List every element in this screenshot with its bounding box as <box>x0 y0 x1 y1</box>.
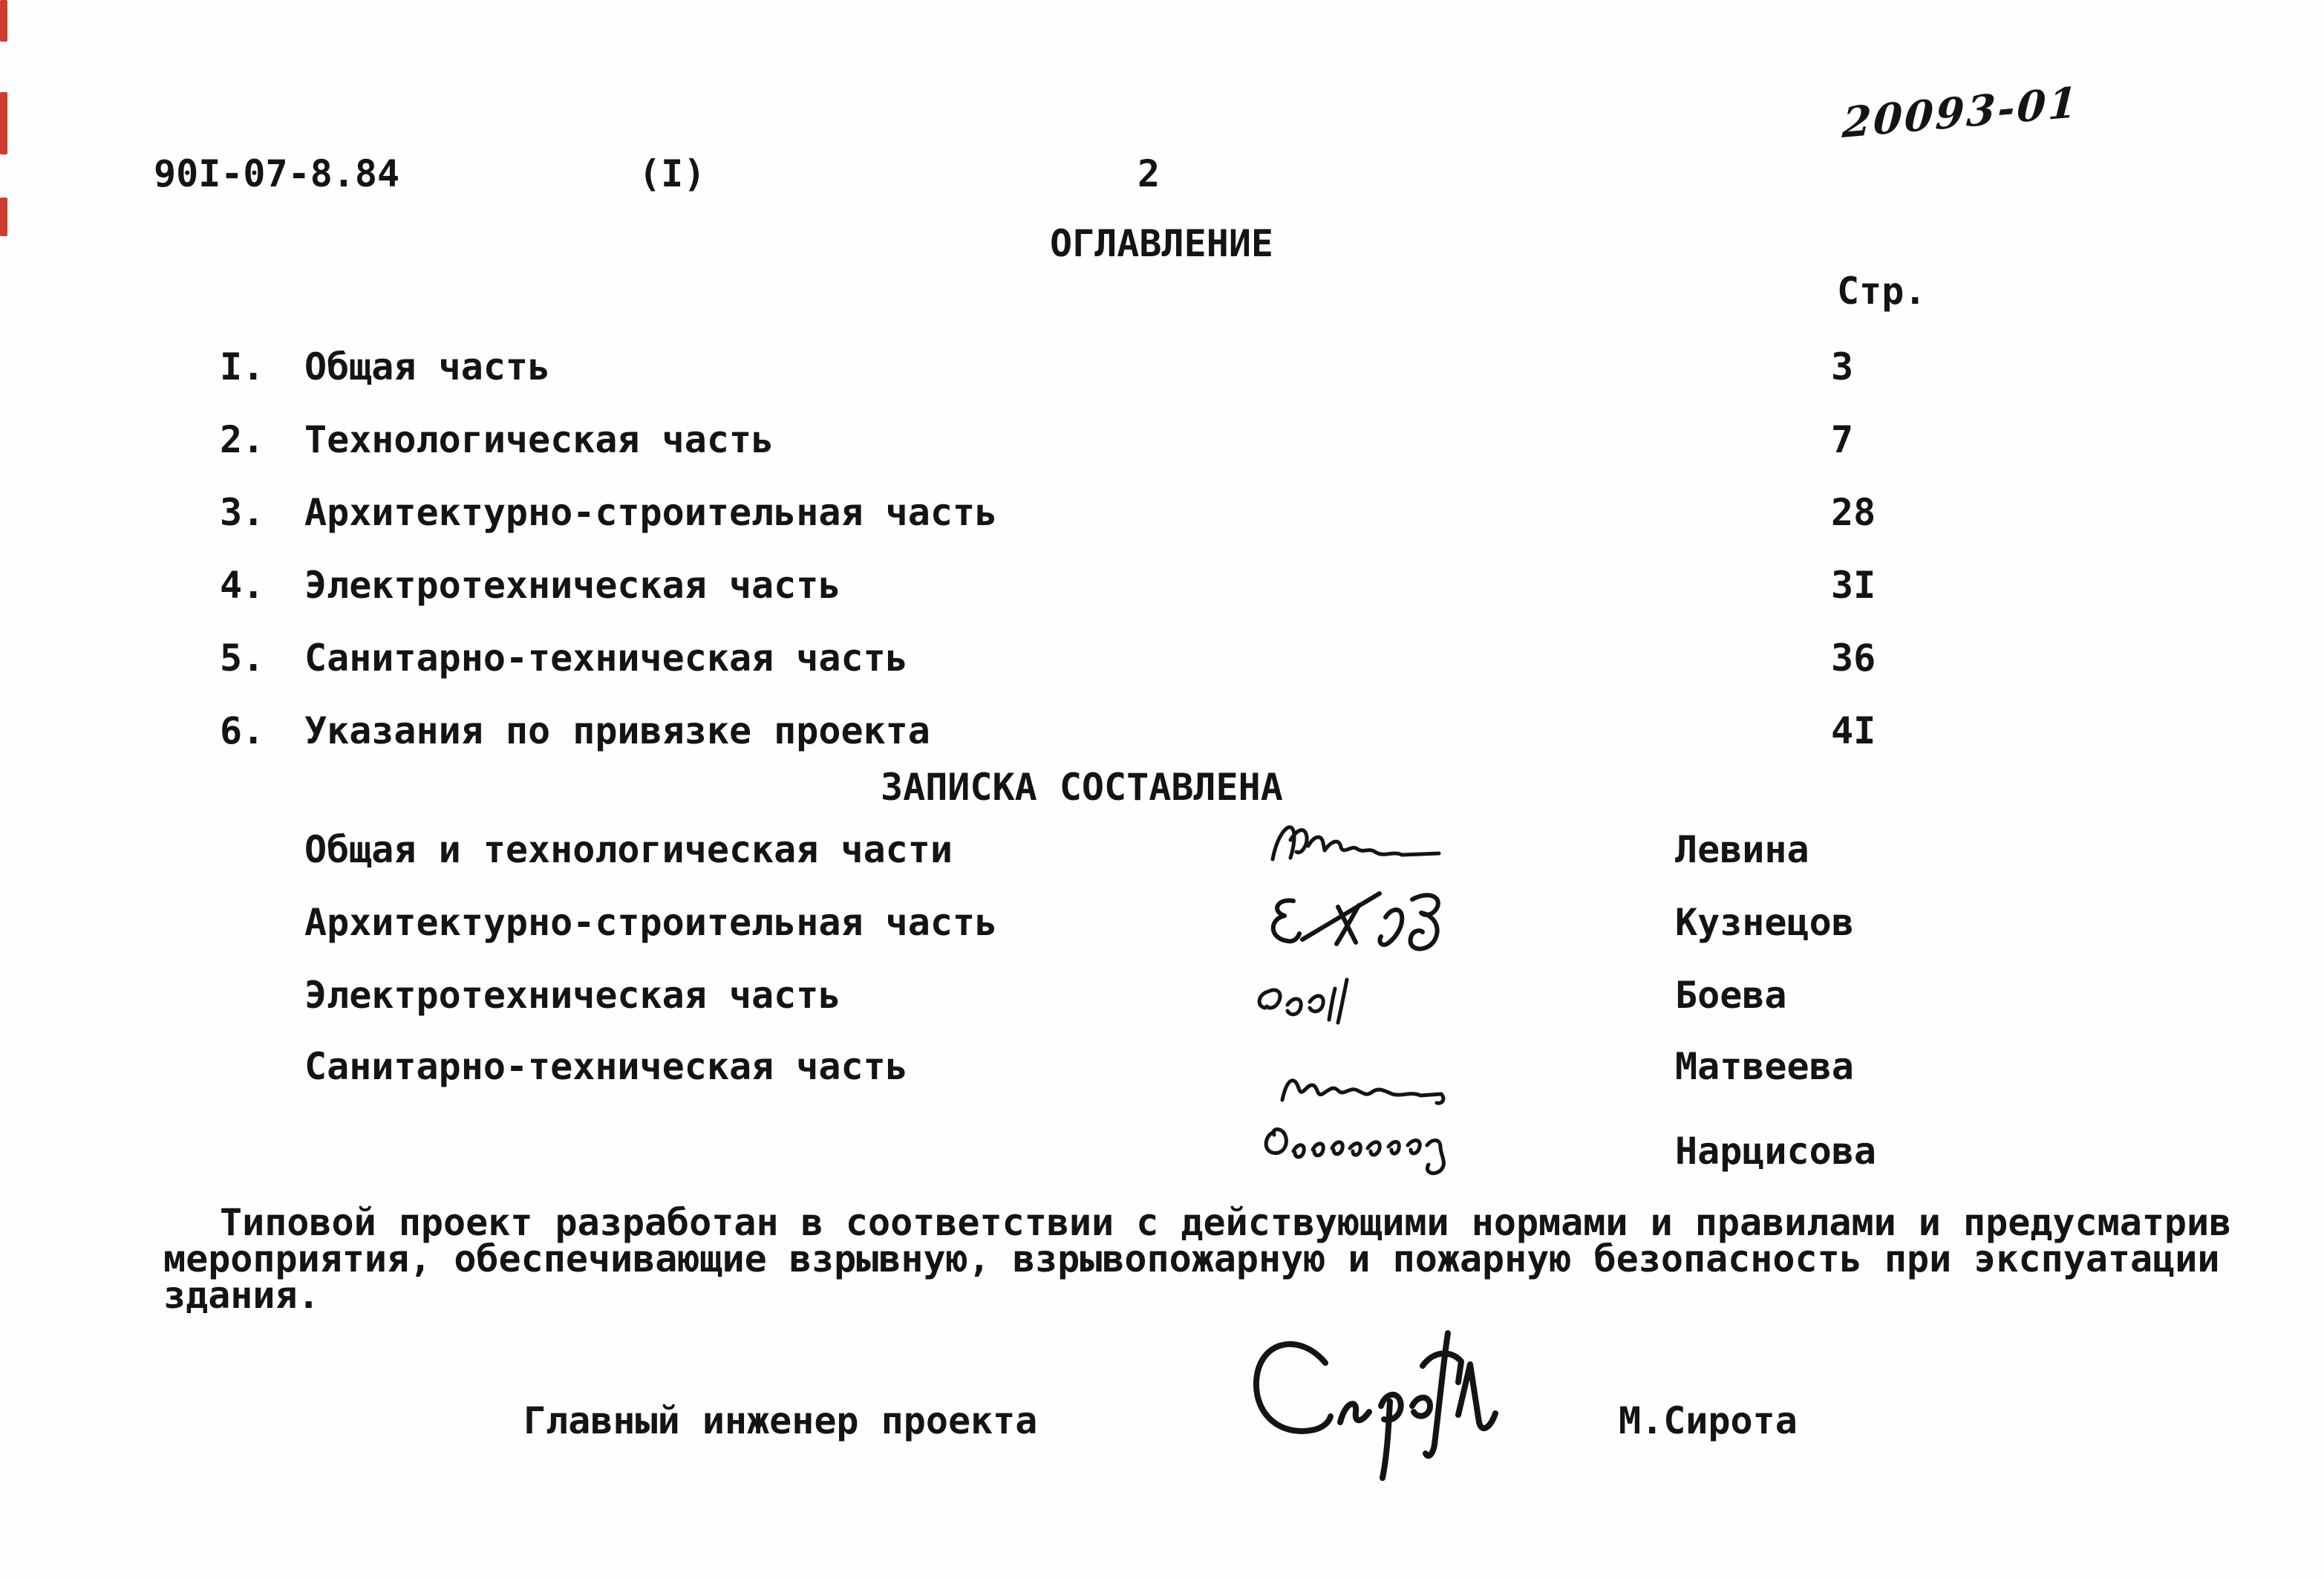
toc-item-num: 3. <box>220 491 265 534</box>
toc-item-label: Указания по привязке проекта <box>304 709 930 752</box>
toc-item-page: 3I <box>1831 564 1876 607</box>
paragraph-line: мероприятия, обеспечивающие взрывную, взрывопожарную и пожарную безопасность при экспуатации <box>163 1237 2220 1280</box>
paragraph-line: Типовой проект разработан в соответствии с действующими нормами и правилами и предусматрив <box>220 1201 2232 1244</box>
red-edge-mark <box>0 92 7 154</box>
toc-item-num: 6. <box>220 709 265 752</box>
toc-item-label: Архитектурно-строительная часть <box>304 491 998 534</box>
toc-item-page: 3 <box>1831 345 1854 388</box>
levina-signature <box>1262 806 1448 873</box>
sirota-signature <box>1203 1318 1522 1500</box>
toc-item-num: 5. <box>220 637 265 680</box>
note-row-name: Левина <box>1675 828 1809 871</box>
note-row-name: Нарцисова <box>1675 1130 1876 1173</box>
page-number: 2 <box>1137 152 1161 195</box>
toc-item-num: 4. <box>220 564 265 607</box>
boeva-signature <box>1247 969 1381 1040</box>
note-title: ЗАПИСКА СОСТАВЛЕНА <box>881 766 1283 809</box>
toc-item-label: Общая часть <box>304 345 551 388</box>
note-row-label: Санитарно-техническая часть <box>304 1045 908 1088</box>
toc-pages-header: Стр. <box>1837 270 1927 313</box>
red-edge-mark <box>0 0 7 42</box>
note-row-label: Электротехническая часть <box>304 974 841 1017</box>
doc-number: 90I-07-8.84 <box>154 152 400 195</box>
toc-item-num: I. <box>220 345 265 388</box>
toc-title: ОГЛАВЛЕНИЕ <box>1050 222 1274 265</box>
note-row-label: Архитектурно-строительная часть <box>304 901 998 944</box>
handwritten-code: 20093-01 <box>1841 77 2080 149</box>
toc-item-num: 2. <box>220 418 265 461</box>
matveeva-signature <box>1273 1051 1459 1114</box>
note-row-name: Кузнецов <box>1675 901 1854 944</box>
toc-item-label: Санитарно-техническая часть <box>304 637 908 680</box>
red-edge-mark <box>0 198 7 236</box>
toc-item-page: 4I <box>1831 709 1876 752</box>
toc-item-label: Электротехническая часть <box>304 564 841 607</box>
paragraph-line: здания. <box>163 1274 320 1317</box>
toc-item-page: 36 <box>1831 637 1876 680</box>
note-row-label: Общая и технологическая части <box>304 828 953 871</box>
chief-engineer-role: Главный инженер проекта <box>523 1399 1038 1442</box>
nartsisova-signature <box>1255 1107 1470 1185</box>
note-row-name: Боева <box>1675 974 1787 1017</box>
toc-item-page: 7 <box>1831 418 1854 461</box>
volume-number: (I) <box>639 152 706 195</box>
note-row-name: Матвеева <box>1675 1045 1854 1088</box>
toc-item-page: 28 <box>1831 491 1876 534</box>
toc-item-label: Технологическая часть <box>304 418 774 461</box>
chief-engineer-name: М.Сирота <box>1619 1399 1798 1442</box>
kuznetsov-signature <box>1255 873 1455 969</box>
